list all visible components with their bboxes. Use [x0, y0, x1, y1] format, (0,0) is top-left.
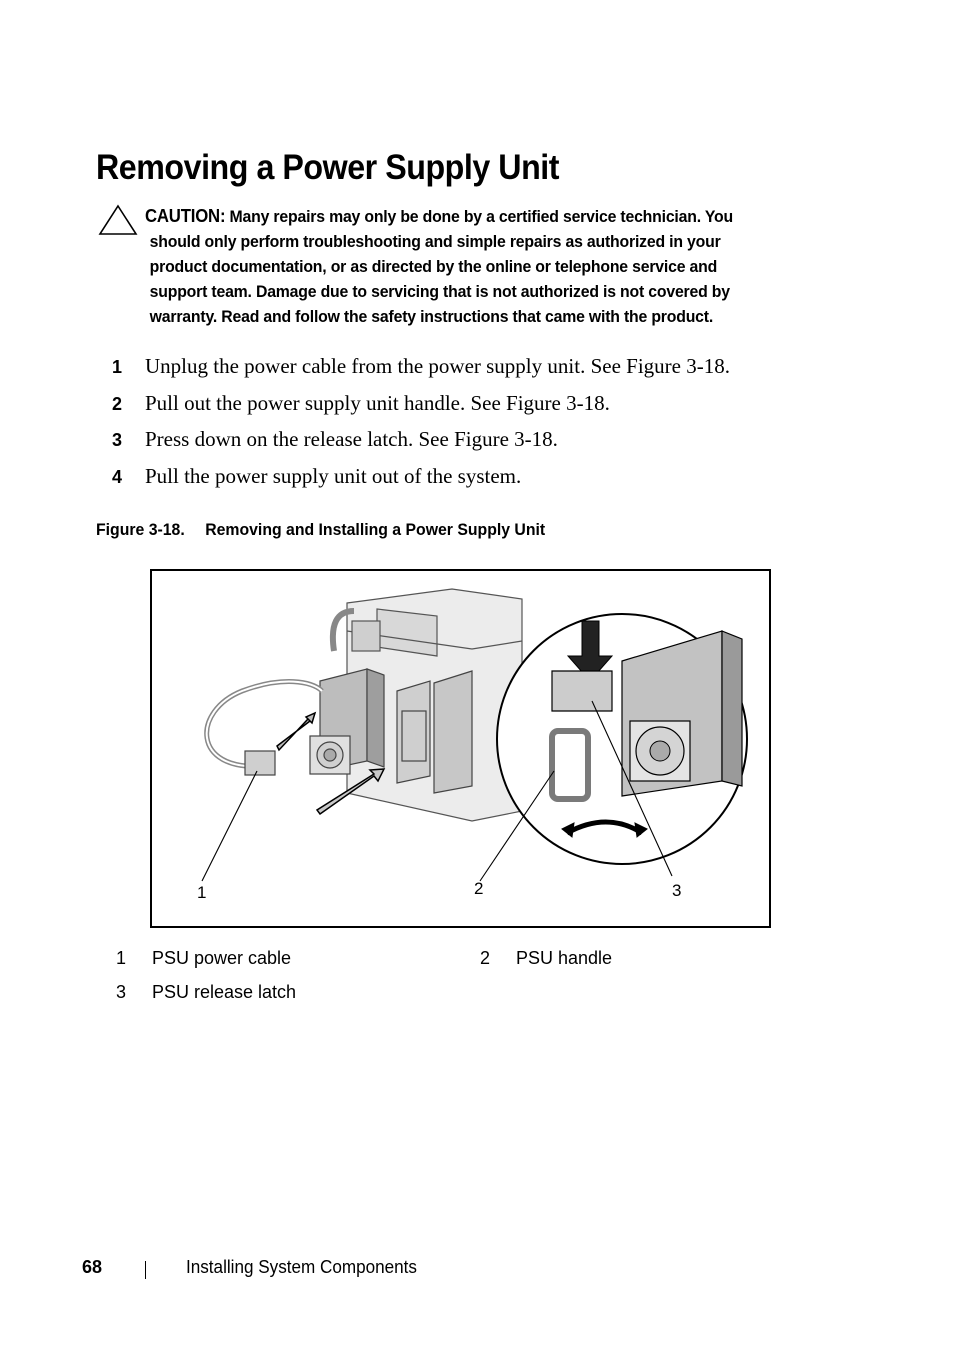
legend-number: 2: [480, 948, 491, 968]
step-text: Press down on the release latch. See Figure 3-18.: [145, 427, 558, 451]
callout-2: 2: [474, 879, 484, 898]
step-text: Pull the power supply unit out of the system.: [145, 463, 522, 488]
caution-label: CAUTION:: [145, 206, 226, 226]
page-title: Removing a Power Supply Unit: [96, 148, 560, 187]
footer-section-title: Installing System Components: [186, 1257, 417, 1277]
procedure-steps: [110, 354, 870, 500]
figure-number: Figure 3-18.: [96, 520, 185, 539]
figure-title: Removing and Installing a Power Supply Unit: [205, 520, 546, 539]
caution-line: warranty. Read and follow the safety instructions that came with the product.: [149, 307, 714, 326]
step-text: Pull out the power supply unit handle. See Figure 3-18.: [145, 390, 610, 415]
figure-caption: [96, 520, 545, 540]
power-cable: [207, 682, 322, 775]
step-number: 1: [112, 357, 123, 377]
footer-divider: [145, 1261, 146, 1279]
legend-number: 3: [116, 982, 127, 1002]
psu-illustration: [152, 571, 769, 926]
caution-line: Many repairs may only be done by a certified service technician. You: [229, 207, 733, 226]
caution-line: support team. Damage due to servicing that is not authorized is not covered by: [149, 282, 730, 301]
page-footer: [82, 1257, 582, 1283]
caution-notice: [145, 204, 835, 329]
step-number: 2: [112, 393, 123, 414]
step-item: [110, 391, 870, 428]
caution-icon: [98, 204, 138, 236]
step-item: [110, 464, 870, 501]
callout-1: 1: [197, 883, 207, 902]
legend-label: PSU release latch: [152, 982, 297, 1002]
caution-line: product documentation, or as directed by the online or telephone service and: [149, 257, 718, 276]
step-number: 3: [112, 430, 123, 450]
legend-label: PSU power cable: [152, 948, 292, 968]
step-number: 4: [112, 466, 123, 487]
legend-item: [116, 982, 296, 1003]
step-text: Unplug the power cable from the power supply unit. See Figure 3-18.: [145, 354, 730, 378]
legend-item: [480, 948, 612, 969]
legend-number: 1: [116, 948, 127, 968]
detail-zoom: [497, 614, 747, 864]
callout-3: 3: [672, 881, 682, 900]
caution-line: should only perform troubleshooting and simple repairs as authorized in your: [149, 232, 721, 251]
legend-item: [116, 948, 291, 969]
step-item: [110, 427, 870, 464]
page-number: 68: [82, 1257, 103, 1277]
figure-illustration: [150, 569, 771, 928]
legend-label: PSU handle: [516, 948, 613, 968]
step-item: [110, 354, 870, 391]
